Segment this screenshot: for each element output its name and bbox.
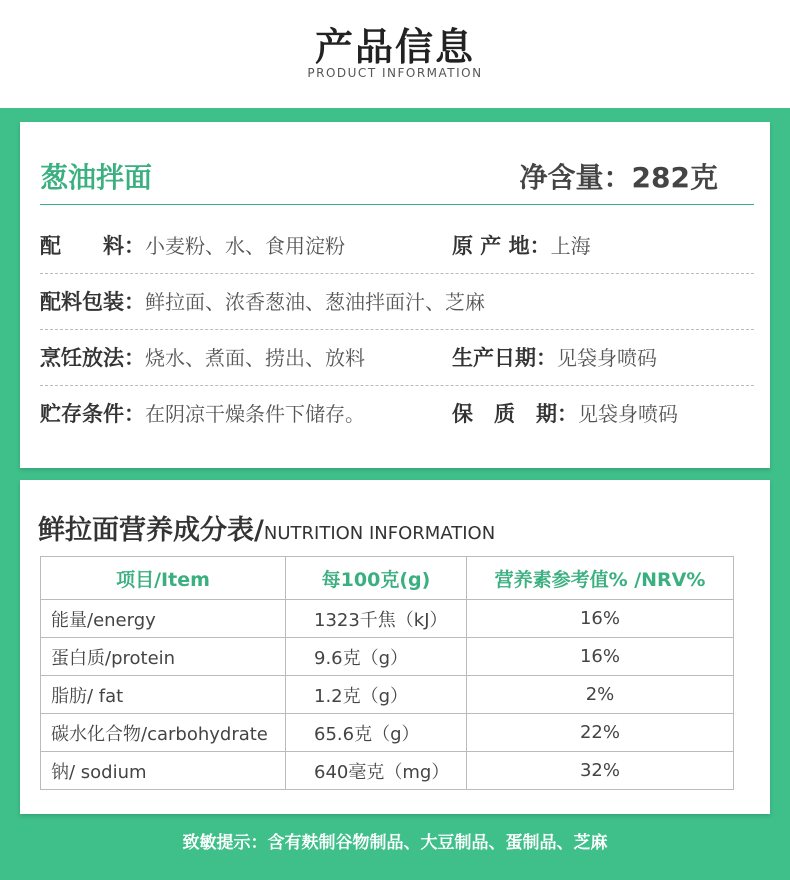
table-cell-amount: 65.6克（g）	[286, 714, 467, 752]
table-cell-item: 钠/ sodium	[41, 752, 286, 790]
info-cell-left	[40, 342, 365, 372]
table-row	[41, 600, 734, 638]
info-label: 生产日期：	[452, 346, 557, 370]
table-cell-nrv: 2%	[467, 676, 734, 714]
column-header-nrv: 营养素参考值% /NRV%	[467, 557, 734, 600]
info-value: 见袋身喷码	[557, 346, 657, 370]
info-cell-right	[452, 398, 678, 428]
info-row	[40, 274, 754, 330]
table-cell-nrv: 22%	[467, 714, 734, 752]
green-divider	[40, 204, 754, 205]
info-label: 配料包装：	[40, 290, 145, 314]
table-row	[41, 714, 734, 752]
table-cell-amount: 1323千焦（kJ）	[286, 600, 467, 638]
table-cell-item: 碳水化合物/carbohydrate	[41, 714, 286, 752]
nutrition-table	[40, 556, 734, 790]
table-row	[41, 638, 734, 676]
table-cell-amount: 640毫克（mg）	[286, 752, 467, 790]
info-row	[40, 386, 754, 442]
table-row	[41, 752, 734, 790]
info-label: 贮存条件：	[40, 402, 145, 426]
info-value: 鲜拉面、浓香葱油、葱油拌面汁、芝麻	[145, 290, 485, 314]
table-cell-amount: 9.6克（g）	[286, 638, 467, 676]
info-cell-left	[40, 398, 365, 428]
table-cell-amount: 1.2克（g）	[286, 676, 467, 714]
nutrition-card	[20, 480, 770, 814]
info-cell-left	[40, 230, 345, 260]
page-header	[0, 0, 790, 108]
info-value: 烧水、煮面、捞出、放料	[145, 346, 365, 370]
product-info-card	[20, 122, 770, 468]
table-cell-nrv: 16%	[467, 638, 734, 676]
page-subtitle: PRODUCT INFORMATION	[307, 66, 483, 80]
nutrition-title-zh: 鲜拉面营养成分表/	[38, 515, 264, 546]
allergy-notice: 致敏提示：含有麸制谷物制品、大豆制品、蛋制品、芝麻	[182, 833, 608, 853]
product-name: 葱油拌面	[40, 161, 153, 194]
info-label: 配 料：	[40, 234, 145, 258]
table-header-row	[41, 557, 734, 600]
net-weight	[520, 156, 718, 196]
info-row	[40, 330, 754, 386]
info-cell-right	[452, 230, 591, 260]
table-cell-item: 能量/energy	[41, 600, 286, 638]
table-cell-nrv: 16%	[467, 600, 734, 638]
table-row	[41, 676, 734, 714]
table-cell-item: 脂肪/ fat	[41, 676, 286, 714]
nutrition-title	[38, 508, 495, 547]
info-cell-right	[452, 342, 657, 372]
column-header-item: 项目/Item	[41, 557, 286, 600]
info-value: 见袋身喷码	[578, 402, 678, 426]
info-label: 保 质 期：	[452, 402, 578, 426]
net-weight-value: 282克	[631, 161, 718, 194]
info-label: 原 产 地：	[452, 234, 551, 258]
table-cell-nrv: 32%	[467, 752, 734, 790]
info-label: 烹饪放法：	[40, 346, 145, 370]
page-title: 产品信息	[314, 25, 475, 69]
nutrition-title-en: NUTRITION INFORMATION	[263, 523, 496, 544]
net-weight-label: 净含量：	[519, 161, 632, 194]
info-value: 小麦粉、水、食用淀粉	[145, 234, 345, 258]
info-row	[40, 218, 754, 274]
info-value: 在阴凉干燥条件下储存。	[145, 402, 365, 426]
table-cell-item: 蛋白质/protein	[41, 638, 286, 676]
info-value: 上海	[550, 234, 591, 258]
info-cell-left	[40, 286, 485, 316]
column-header-per100g: 每100克(g)	[286, 557, 467, 600]
